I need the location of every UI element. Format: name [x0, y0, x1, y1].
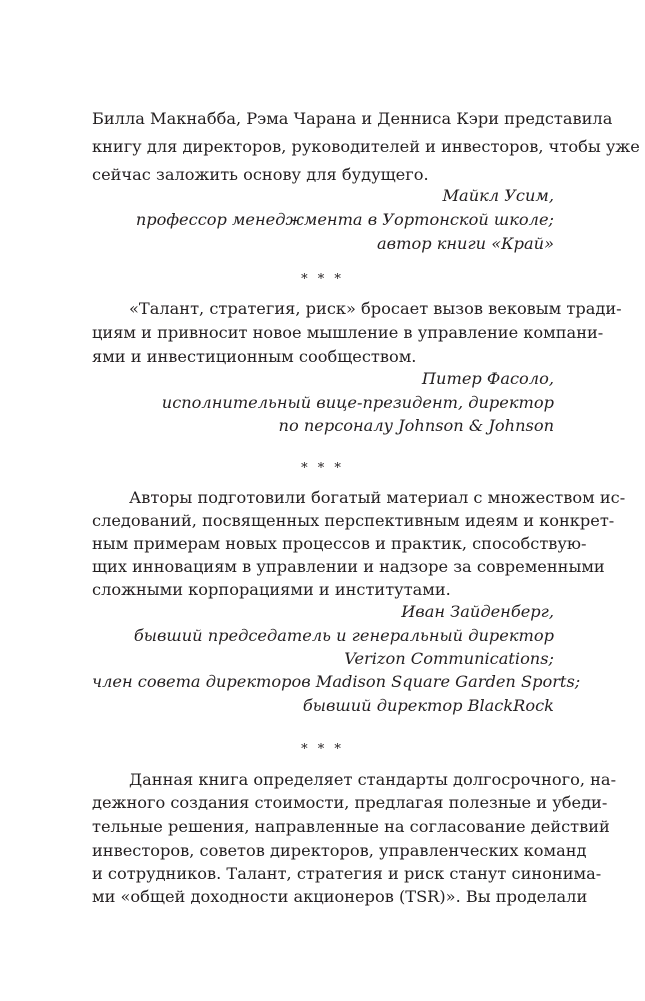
quote-2-line-3: ями и инвестиционным сообществом. — [92, 347, 417, 366]
section-separator: * * * — [301, 461, 344, 476]
quote-3-line-2: следований, посвященных перспективным идеям и конкрет- — [92, 511, 615, 530]
section-separator: * * * — [301, 272, 344, 287]
attribution-2-name: Питер Фасоло, — [421, 369, 554, 388]
quote-3-line-3: ным примерам новых процессов и практик, способствую- — [92, 534, 587, 553]
quote-2-line-1: «Талант, стратегия, риск» бросает вызов вековым тради- — [129, 299, 622, 318]
attribution-3-line-2: Verizon Communications; — [344, 649, 554, 668]
quote-4-line-3: тельные решения, направленные на согласование действий — [92, 817, 610, 836]
attribution-2-line-1: исполнительный вице-президент, директор — [161, 393, 554, 412]
attribution-3-line-3: член совета директоров Madison Square Garden Sports; — [92, 672, 581, 691]
quote-1-line-3: сейчас заложить основу для будущего. — [92, 165, 429, 184]
quote-3-line-4: щих инновациям в управлении и надзоре за современными — [92, 557, 605, 576]
quote-1-line-1: Билла Макнабба, Рэма Чарана и Денниса Кэри представила — [92, 109, 613, 128]
section-separator: * * * — [301, 742, 344, 757]
attribution-1-line-2: автор книги «Край» — [377, 234, 554, 253]
attribution-3-name: Иван Зайденберг, — [401, 602, 554, 621]
attribution-3-line-4: бывший директор BlackRock — [302, 696, 554, 715]
attribution-2-line-2: по персоналу Johnson & Johnson — [278, 416, 554, 435]
quote-4-line-1: Данная книга определяет стандарты долгосрочного, на- — [129, 770, 617, 789]
attribution-1-name: Майкл Усим, — [442, 186, 554, 205]
quote-4-line-2: дежного создания стоимости, предлагая полезные и убеди- — [92, 793, 608, 812]
attribution-3-line-1: бывший председатель и генеральный директор — [133, 626, 554, 645]
quote-4-line-6: ми «общей доходности акционеров (TSR)». Вы проделали — [92, 887, 588, 906]
quote-4-line-5: и сотрудников. Талант, стратегия и риск станут синонима- — [92, 864, 602, 883]
quote-4-line-4: инвесторов, советов директоров, управленческих команд — [92, 841, 587, 860]
quote-1-line-2: книгу для директоров, руководителей и инвесторов, чтобы уже — [92, 137, 640, 156]
quote-3-line-1: Авторы подготовили богатый материал с множеством ис- — [129, 488, 626, 507]
quote-2-line-2: циям и привносит новое мышление в управление компани- — [92, 323, 604, 342]
quote-3-line-5: сложными корпорациями и институтами. — [92, 580, 451, 599]
attribution-1-line-1: профессор менеджмента в Уортонской школе; — [135, 210, 554, 229]
